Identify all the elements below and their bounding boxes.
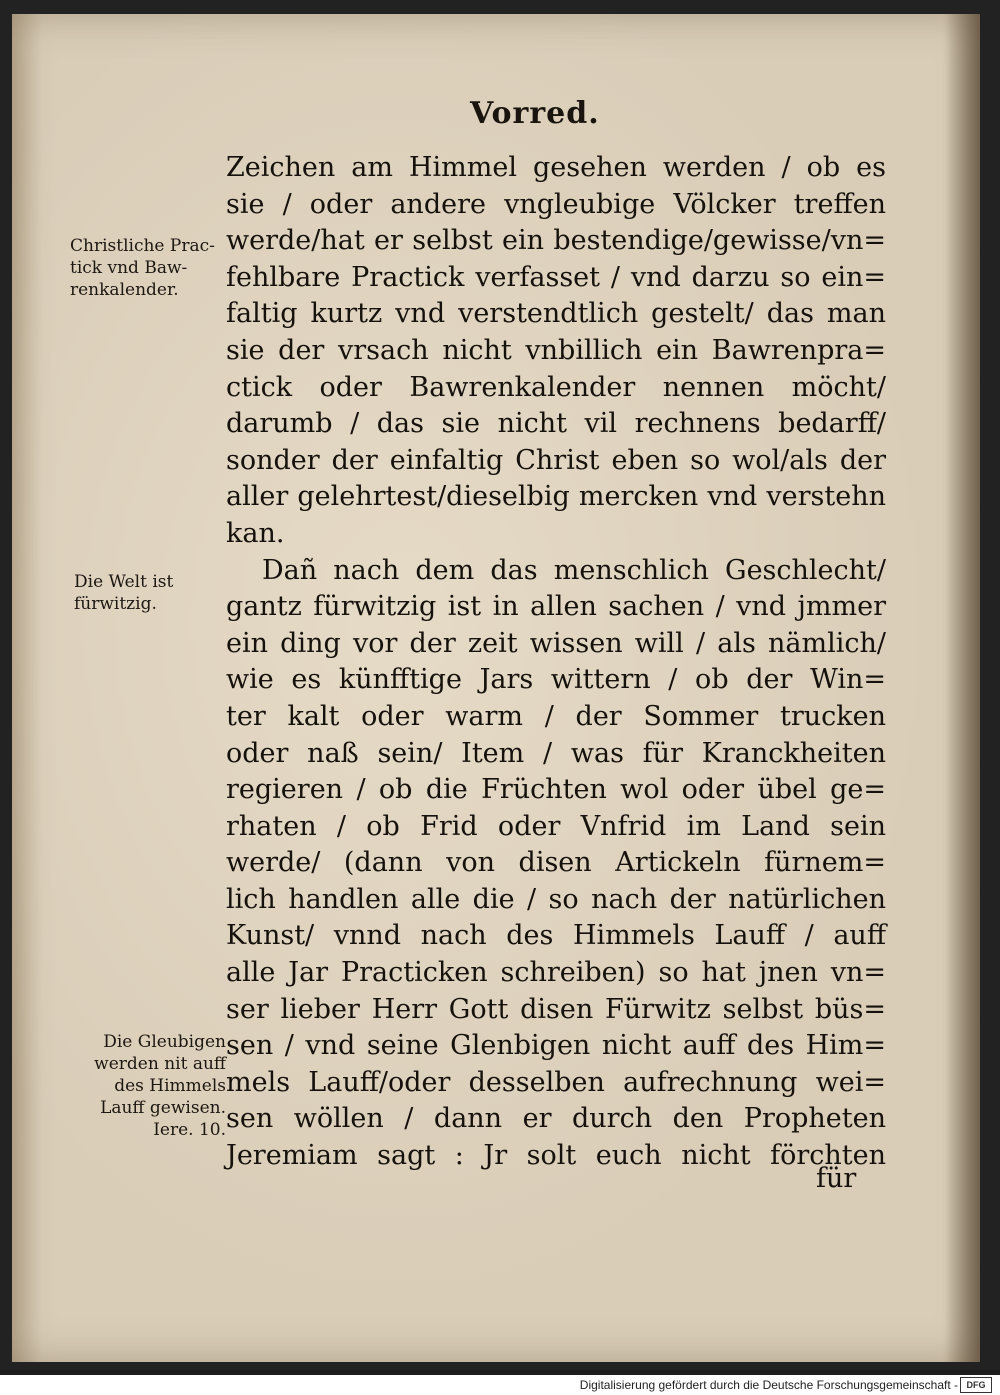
body-line: ctick oder Bawrenkalender nennen möcht/ [226, 371, 886, 403]
body-line: ser lieber Herr Gott disen Fürwitz selbst büs= [226, 993, 886, 1025]
marginal-gloss [74, 571, 173, 615]
gloss-line: Lauff gewisen. [100, 1098, 226, 1118]
body-line: wie es künfftige Jars wittern / ob der Win= [226, 664, 886, 696]
body-line: lich handlen alle die / so nach der natürlichen [226, 883, 886, 915]
gloss-line: Die Gleubigen [103, 1032, 226, 1052]
body-line: mels Lauff/oder desselben aufrechnung wei= [226, 1066, 886, 1098]
footer-bar [0, 1375, 1000, 1395]
catchword: für [816, 1163, 857, 1194]
spine-shadow [946, 14, 980, 1362]
body-line: Dañ nach dem das menschlich Geschlecht/ [262, 554, 886, 586]
dfg-logo-icon: DFG [960, 1377, 992, 1393]
body-line: aller gelehrtest/dieselbig mercken vnd verstehn [226, 481, 886, 513]
running-header: Vorred. [470, 96, 600, 131]
body-text [226, 150, 886, 1175]
body-line: werde/hat er selbst ein bestendige/gewisse/vn= [226, 225, 886, 257]
body-line: alle Jar Practicken schreiben) so hat jnen vn= [226, 957, 886, 989]
body-line: fehlbare Practick verfasset / vnd darzu so ein= [226, 261, 886, 293]
body-line: sie der vrsach nicht vnbillich ein Bawrenpra= [226, 334, 886, 366]
gloss-line: werden nit auff [94, 1054, 226, 1074]
body-line: ein ding vor der zeit wissen will / als nämlich/ [226, 627, 886, 659]
body-line: rhaten / ob Frid oder Vnfrid im Land sein [226, 810, 886, 842]
body-line: sie / oder andere vngleubige Völcker treffen [226, 188, 886, 220]
body-line: ter kalt oder warm / der Sommer trucken [226, 700, 886, 732]
gloss-line: Iere. 10. [153, 1120, 226, 1140]
body-line: oder naß sein/ Item / was für Kranckheiten [226, 737, 886, 769]
gloss-line: renkalender. [70, 280, 179, 300]
body-line: sen wöllen / dann er durch den Propheten [226, 1103, 886, 1135]
marginal-gloss [70, 235, 215, 301]
body-line: faltig kurtz vnd verstendtlich gestelt/ das man [226, 298, 886, 330]
body-line: sonder der einfaltig Christ eben so wol/als der [226, 444, 886, 476]
body-line: sen / vnd seine Glenbigen nicht auff des Him= [226, 1030, 886, 1062]
body-line: regieren / ob die Früchten wol oder übel ge= [226, 774, 886, 806]
body-line: Zeichen am Himmel gesehen werden / ob es [226, 152, 886, 183]
gloss-line: fürwitzig. [74, 594, 157, 614]
body-line: darumb / das sie nicht vil rechnens bedarff/ [226, 408, 886, 440]
gloss-line: Christliche Prac- [70, 236, 215, 256]
funding-notice: Digitalisierung gefördert durch die Deutsche Forschungsgemeinschaft - [579, 1378, 958, 1392]
body-line: Kunst/ vnnd nach des Himmels Lauff / auff [226, 920, 886, 952]
body-line: Jeremiam sagt : Jr solt euch nicht förchten [226, 1140, 886, 1172]
body-line: kan. [226, 517, 285, 549]
gloss-line: Die Welt ist [74, 572, 174, 592]
gloss-line: tick vnd Baw- [70, 258, 188, 278]
marginal-gloss [66, 1031, 226, 1141]
body-line: gantz fürwitzig ist in allen sachen / vnd jmmer [226, 591, 886, 623]
gloss-line: des Himmels [114, 1076, 226, 1096]
body-line: werde/ (dann von disen Artickeln fürnem= [226, 847, 886, 879]
